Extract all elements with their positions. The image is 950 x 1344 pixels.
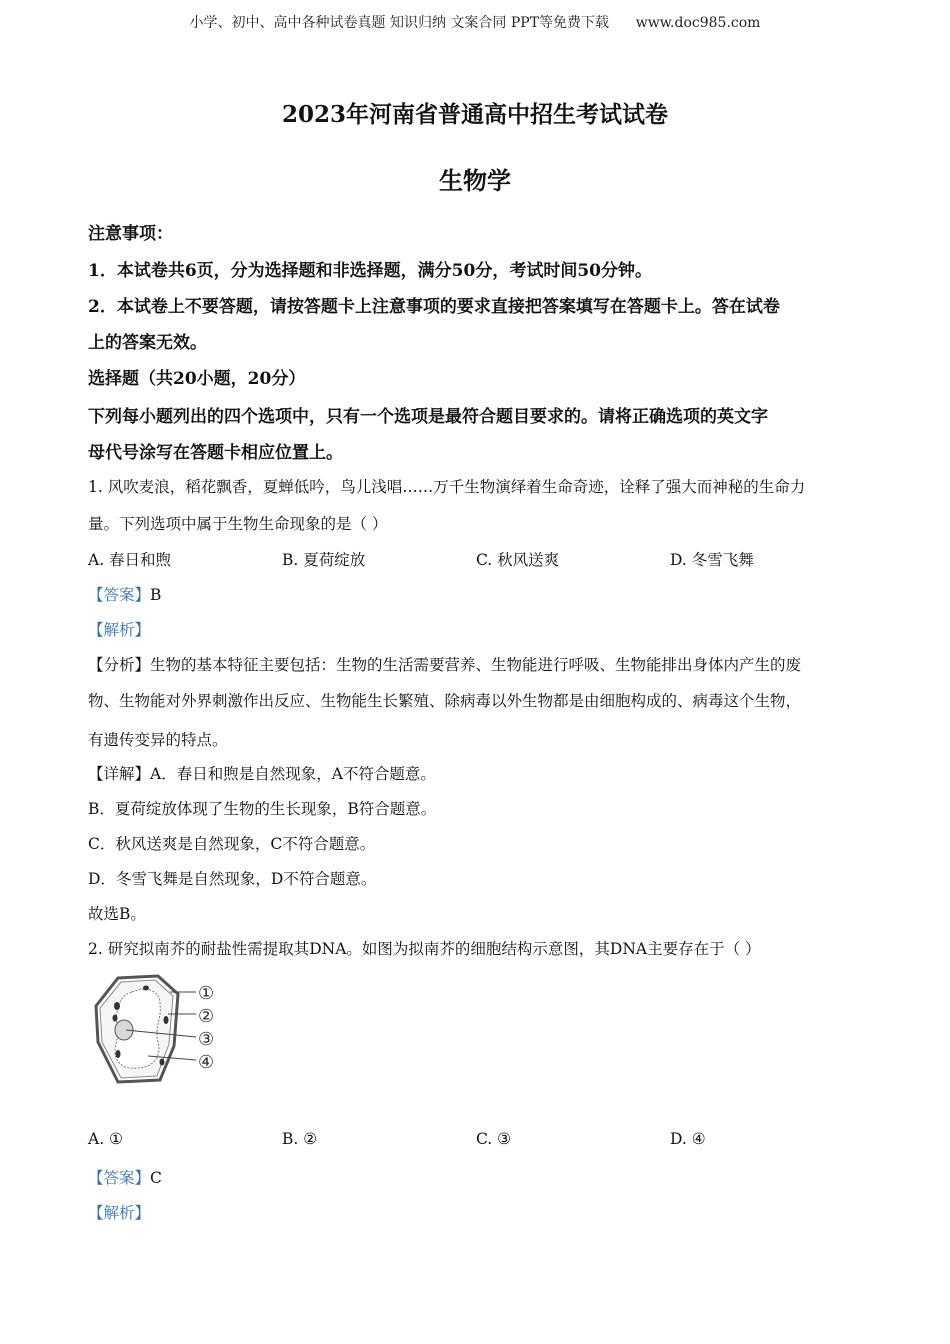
- diagram-label-3: ③: [198, 1029, 215, 1050]
- page-subtitle: 生物学: [439, 166, 511, 195]
- header-site-link[interactable]: www.doc985.com: [635, 15, 761, 31]
- notice-item-2-line-2: 上的答案无效。: [88, 333, 207, 353]
- q1-conclusion: 故选B。: [88, 905, 146, 923]
- q1-answer-value: B: [150, 586, 162, 604]
- header-banner: 小学、初中、高中各种试卷真题 知识归纳 文案合同 PPT等免费下载: [189, 15, 610, 31]
- q1-option-d: D. 冬雪飞舞: [670, 551, 754, 569]
- section-heading: 选择题（共20小题，20分）: [88, 369, 306, 389]
- q1-fenxi-text-1: 生物的基本特征主要包括：生物的生活需要营养、生物能进行呼吸、生物能排出身体内产生的废: [150, 656, 802, 674]
- section-instruction-line-1: 下列每小题列出的四个选项中，只有一个选项是最符合题目要求的。请将正确选项的英文字: [88, 407, 768, 427]
- q1-option-b: B. 夏荷绽放: [282, 551, 366, 569]
- q1-answer: [88, 583, 161, 605]
- q2-stem: 2. 研究拟南芥的耐盐性需提取其DNA。如图为拟南芥的细胞结构示意图，其DNA主要存在于（ ）: [88, 940, 761, 958]
- q2-option-c: C. ③: [476, 1130, 512, 1148]
- chloroplast: [113, 1015, 118, 1022]
- chloroplast: [164, 1016, 169, 1024]
- diagram-label-4: ④: [198, 1052, 215, 1073]
- q1-detail-c: C．秋风送爽是自然现象，C不符合题意。: [88, 835, 376, 853]
- page-title: 2023年河南省普通高中招生考试试卷: [281, 101, 668, 128]
- q2-option-b: B. ②: [282, 1130, 318, 1148]
- diagram-label-1: ①: [198, 983, 215, 1004]
- q1-detail-d: D．冬雪飞舞是自然现象，D不符合题意。: [88, 870, 377, 888]
- q1-option-c: C. 秋风送爽: [476, 551, 560, 569]
- q1-detail-tag: 【详解】: [88, 765, 151, 783]
- q2-answer-tag: 【答案】: [88, 1169, 151, 1187]
- chloroplast: [160, 1059, 165, 1066]
- q1-fenxi-line-3: 有遗传变异的特点。: [88, 731, 228, 749]
- q1-fenxi-line-2: 物、生物能对外界刺激作出反应、生物能生长繁殖、除病毒以外生物都是由细胞构成的、病毒这个生物，: [88, 692, 802, 710]
- q1-detail-line-a: [88, 762, 436, 784]
- q1-stem-line-2: 量。下列选项中属于生物生命现象的是（ ）: [88, 515, 388, 533]
- chloroplast: [143, 986, 149, 991]
- section-instruction-line-2: 母代号涂写在答题卡相应位置上。: [88, 443, 343, 463]
- q1-analysis-tag: 【解析】: [88, 621, 151, 639]
- q2-option-a: A. ①: [88, 1130, 123, 1148]
- q1-answer-tag: 【答案】: [88, 586, 151, 604]
- q1-detail-b: B．夏荷绽放体现了生物的生长现象，B符合题意。: [88, 800, 437, 818]
- notice-item-2-line-1: 2．本试卷上不要答题，请按答题卡上注意事项的要求直接把答案填写在答题卡上。答在试卷: [88, 297, 780, 317]
- q2-answer: [88, 1166, 162, 1188]
- q1-fenxi-tag: 【分析】: [88, 656, 151, 674]
- chloroplast: [116, 1050, 121, 1058]
- chloroplast: [114, 1002, 120, 1010]
- q2-analysis-tag: 【解析】: [88, 1204, 151, 1222]
- notice-heading: 注意事项：: [88, 224, 173, 244]
- page-header: [0, 12, 950, 32]
- q1-option-a: A. 春日和煦: [88, 551, 172, 569]
- notice-item-1: 1．本试卷共6页，分为选择题和非选择题，满分50分，考试时间50分钟。: [88, 261, 652, 281]
- diagram-label-2: ②: [198, 1006, 215, 1027]
- plant-cell-diagram: [88, 972, 228, 1090]
- q1-fenxi-line-1: [88, 653, 801, 675]
- q1-detail-a: A．春日和煦是自然现象，A不符合题意。: [150, 765, 436, 783]
- q1-stem-line-1: 1. 风吹麦浪，稻花飘香，夏蝉低吟，鸟儿浅唱……万千生物演绎着生命奇迹，诠释了强大而神秘的生命力: [88, 478, 806, 496]
- q2-option-d: D. ④: [670, 1130, 706, 1148]
- q2-answer-value: C: [150, 1169, 162, 1187]
